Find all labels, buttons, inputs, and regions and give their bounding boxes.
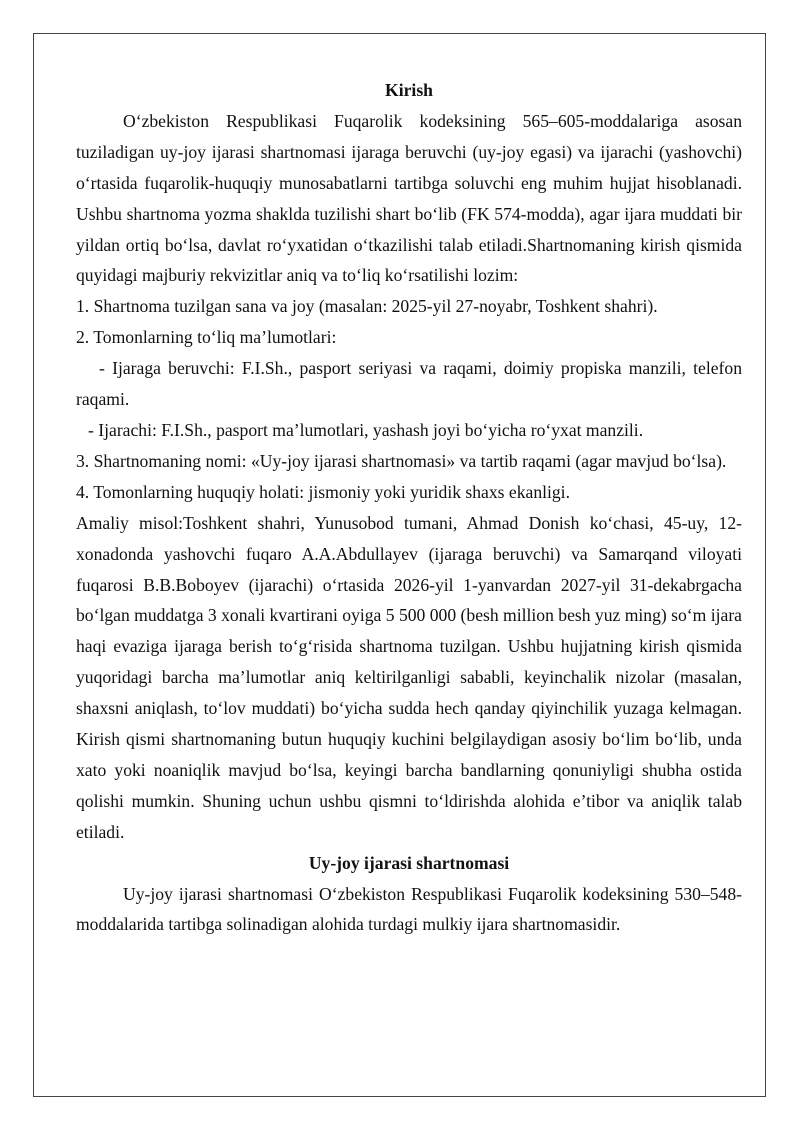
list-item-4: 4. Tomonlarning huquqiy holati: jismoniy yoki yuridik shaxs ekanligi. [76, 481, 570, 502]
list-item-1: 1. Shartnoma tuzilgan sana va joy (masalan: 2025-yil 27-noyabr, Toshkent shahri). [76, 296, 658, 317]
list-item-2-tenant: - Ijarachi: F.I.Sh., pasport ma’lumotlari, yashash joyi bo‘yicha ro‘yxat manzili. [88, 419, 644, 440]
document-body [76, 75, 742, 940]
section-heading-contract: Uy-joy ijarasi shartnomasi [308, 852, 510, 873]
list-item-3: 3. Shartnomaning nomi: «Uy-joy ijarasi shartnomasi» va tartib raqami (agar mavjud bo‘lsa). [76, 450, 727, 471]
contract-intro-paragraph: Uy-joy ijarasi shartnomasi O‘zbekiston Respublikasi Fuqarolik kodeksining 530–548-moddalarida tartibga solinadigan alohida turdagi mulkiy ijara shartnomasidir. [76, 883, 742, 935]
example-paragraph: Amaliy misol:Toshkent shahri, Yunusobod tumani, Ahmad Donish ko‘chasi, 45-uy, 12-xonadonda yashovchi fuqaro A.A.Abdullayev (ijaraga beruvchi) va Samarqand viloyati fuqarosi B.B.Boboyev (ijarachi) o‘rtasida 2026-yil 1-yanvardan 2027-yil 31-dekabrgacha bo‘lgan muddatga 3 xonali kvartirani oyiga 5 500 000 (besh million besh yuz ming) so‘m ijara haqi evaziga ijaraga berish to‘g‘risida shartnoma tuzilgan. Ushbu hujjatning kirish qismida yuqoridagi barcha ma’lumotlar aniq keltirilganligi sababli, keyinchalik nizolar (masalan, shaxsni aniqlash, to‘lov muddati) bo‘yicha sudda hech qanday qiyinchilik yuzaga kelmagan. Kirish qismi shartnomaning butun huquqiy kuchini belgilaydigan asosiy bo‘lim bo‘lib, unda xato yoki noaniqlik mavjud bo‘lsa, keyingi barcha bandlarning qonuniyligi shubha ostida qolishi mumkin. Shuning uchun ushbu qismni to‘ldirishda alohida e’tibor va aniqlik talab etiladi. [76, 512, 742, 842]
list-item-2: 2. Tomonlarning to‘liq ma’lumotlari: [76, 327, 337, 348]
intro-paragraph: O‘zbekiston Respublikasi Fuqarolik kodeksining 565–605-moddalariga asosan tuziladigan uy-joy ijarasi shartnomasi ijaraga beruvchi (uy-joy egasi) va ijarachi (yashovchi) o‘rtasida fuqarolik-huquqiy munosabatlarni tartibga soluvchi eng muhim hujjat hisoblanadi. Ushbu shartnoma yozma shaklda tuzilishi shart bo‘lib (FK 574-modda), agar ijara muddati bir yildan ortiq bo‘lsa, davlat ro‘yxatidan o‘tkazilishi talab etiladi.Shartnomaning kirish qismida quyidagi majburiy rekvizitlar aniq va to‘liq ko‘rsatilishi lozim: [76, 110, 742, 286]
section-heading-kirish: Kirish [385, 80, 433, 100]
list-item-2-landlord: - Ijaraga beruvchi: F.I.Sh., pasport seriyasi va raqami, doimiy propiska manzili, telefon raqami. [76, 358, 742, 410]
